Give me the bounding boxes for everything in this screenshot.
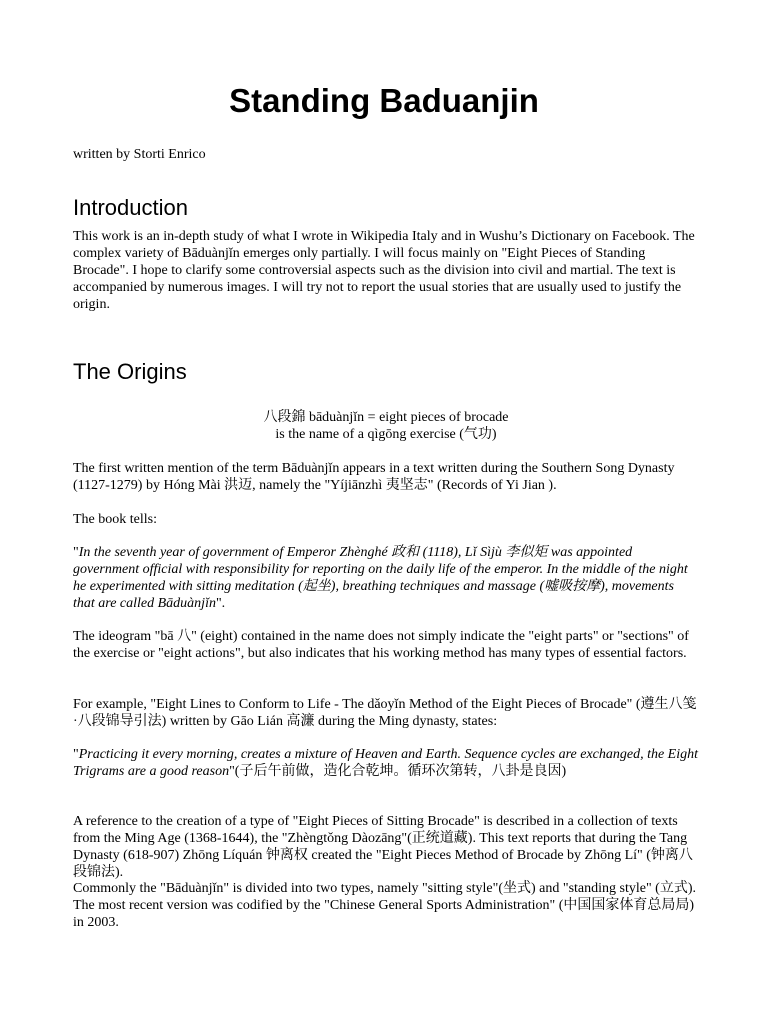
quote-italic-text: In the seventh year of government of Emperor Zhènghé 政和 (1118), Lǐ Sìjù 李似矩 was appointed government official with responsibility for reporting on the daily life of the emperor. In the middle of the night he experimented with sitting meditation (起坐), breathing techniques and massage (嘘吸按摩), movements that are called Bāduànjǐn: [73, 545, 688, 611]
paragraph-quote-practicing: [73, 746, 699, 780]
paragraph-book-tells: The book tells:: [73, 512, 157, 527]
definition-line-2: is the name of a qìgōng exercise (气功): [275, 427, 497, 442]
definition-line-1: 八段錦 bāduànjǐn = eight pieces of brocade: [263, 410, 509, 425]
quote-close: ".: [215, 596, 226, 611]
quote2-italic-text: Practicing it every morning, creates a mixture of Heaven and Earth. Sequence cycles are exchanged, the Eight Trigrams are a good reason: [73, 747, 699, 779]
author-line: written by Storti Enrico: [73, 147, 206, 162]
heading-introduction: Introduction: [73, 195, 188, 220]
quote2-rest: "(子后午前做，造化合乾坤。循环次第转，八卦是良因): [229, 764, 567, 779]
intro-paragraph: This work is an in-depth study of what I wrote in Wikipedia Italy and in Wushu’s Dictionary on Facebook. The complex variety of Bāduànjǐn emerges only partially. I will focus mainly on "Eight Pieces of Standing Brocade". I hope to clarify some controversial aspects such as the division into civil and martial. The text is accompanied by numerous images. I will try not to report the usual stories that are usually used to justify the origin.: [73, 229, 695, 312]
paragraph-reference: A reference to the creation of a type of "Eight Pieces of Sitting Brocade" is described in a collection of texts from the Ming Age (1368-1644), the "Zhèngtǒng Dàozāng"(正统道藏). This text reports that during the Tang Dynasty (618-907) Zhōng Líquán 钟离权 created the "Eight Pieces Method of Brocade by Zhōng Lí" (钟离八段锦法).: [73, 814, 693, 880]
paragraph-quote-zhenghe: [73, 544, 699, 612]
quote2-open: ": [73, 747, 79, 762]
paragraph-types: Commonly the "Bāduànjǐn" is divided into two types, namely "sitting style"(坐式) and "standing style" (立式). The most recent version was codified by the "Chinese General Sports Administration" (中国国家体育总局局) in 2003.: [73, 881, 697, 930]
paragraph-ideogram: The ideogram "bā 八" (eight) contained in the name does not simply indicate the "eight parts" or "sections" of the exercise or "eight actions", but also indicates that his working method has many types of essential factors.: [73, 629, 689, 661]
paragraph-first-mention: The first written mention of the term Bāduànjǐn appears in a text written during the Southern Song Dynasty (1127-1279) by Hóng Mài 洪迈, namely the "Yíjiānzhì 夷坚志" (Records of Yi Jian ).: [73, 461, 675, 493]
heading-origins: The Origins: [73, 359, 187, 384]
quote-open: ": [73, 545, 79, 560]
page-title: Standing Baduanjin: [229, 82, 539, 119]
paragraph-example: For example, "Eight Lines to Conform to Life - The dǎoyǐn Method of the Eight Pieces of Brocade" (遵生八笺·八段锦导引法) written by Gāo Lián 高濂 during the Ming dynasty, states:: [73, 697, 697, 729]
